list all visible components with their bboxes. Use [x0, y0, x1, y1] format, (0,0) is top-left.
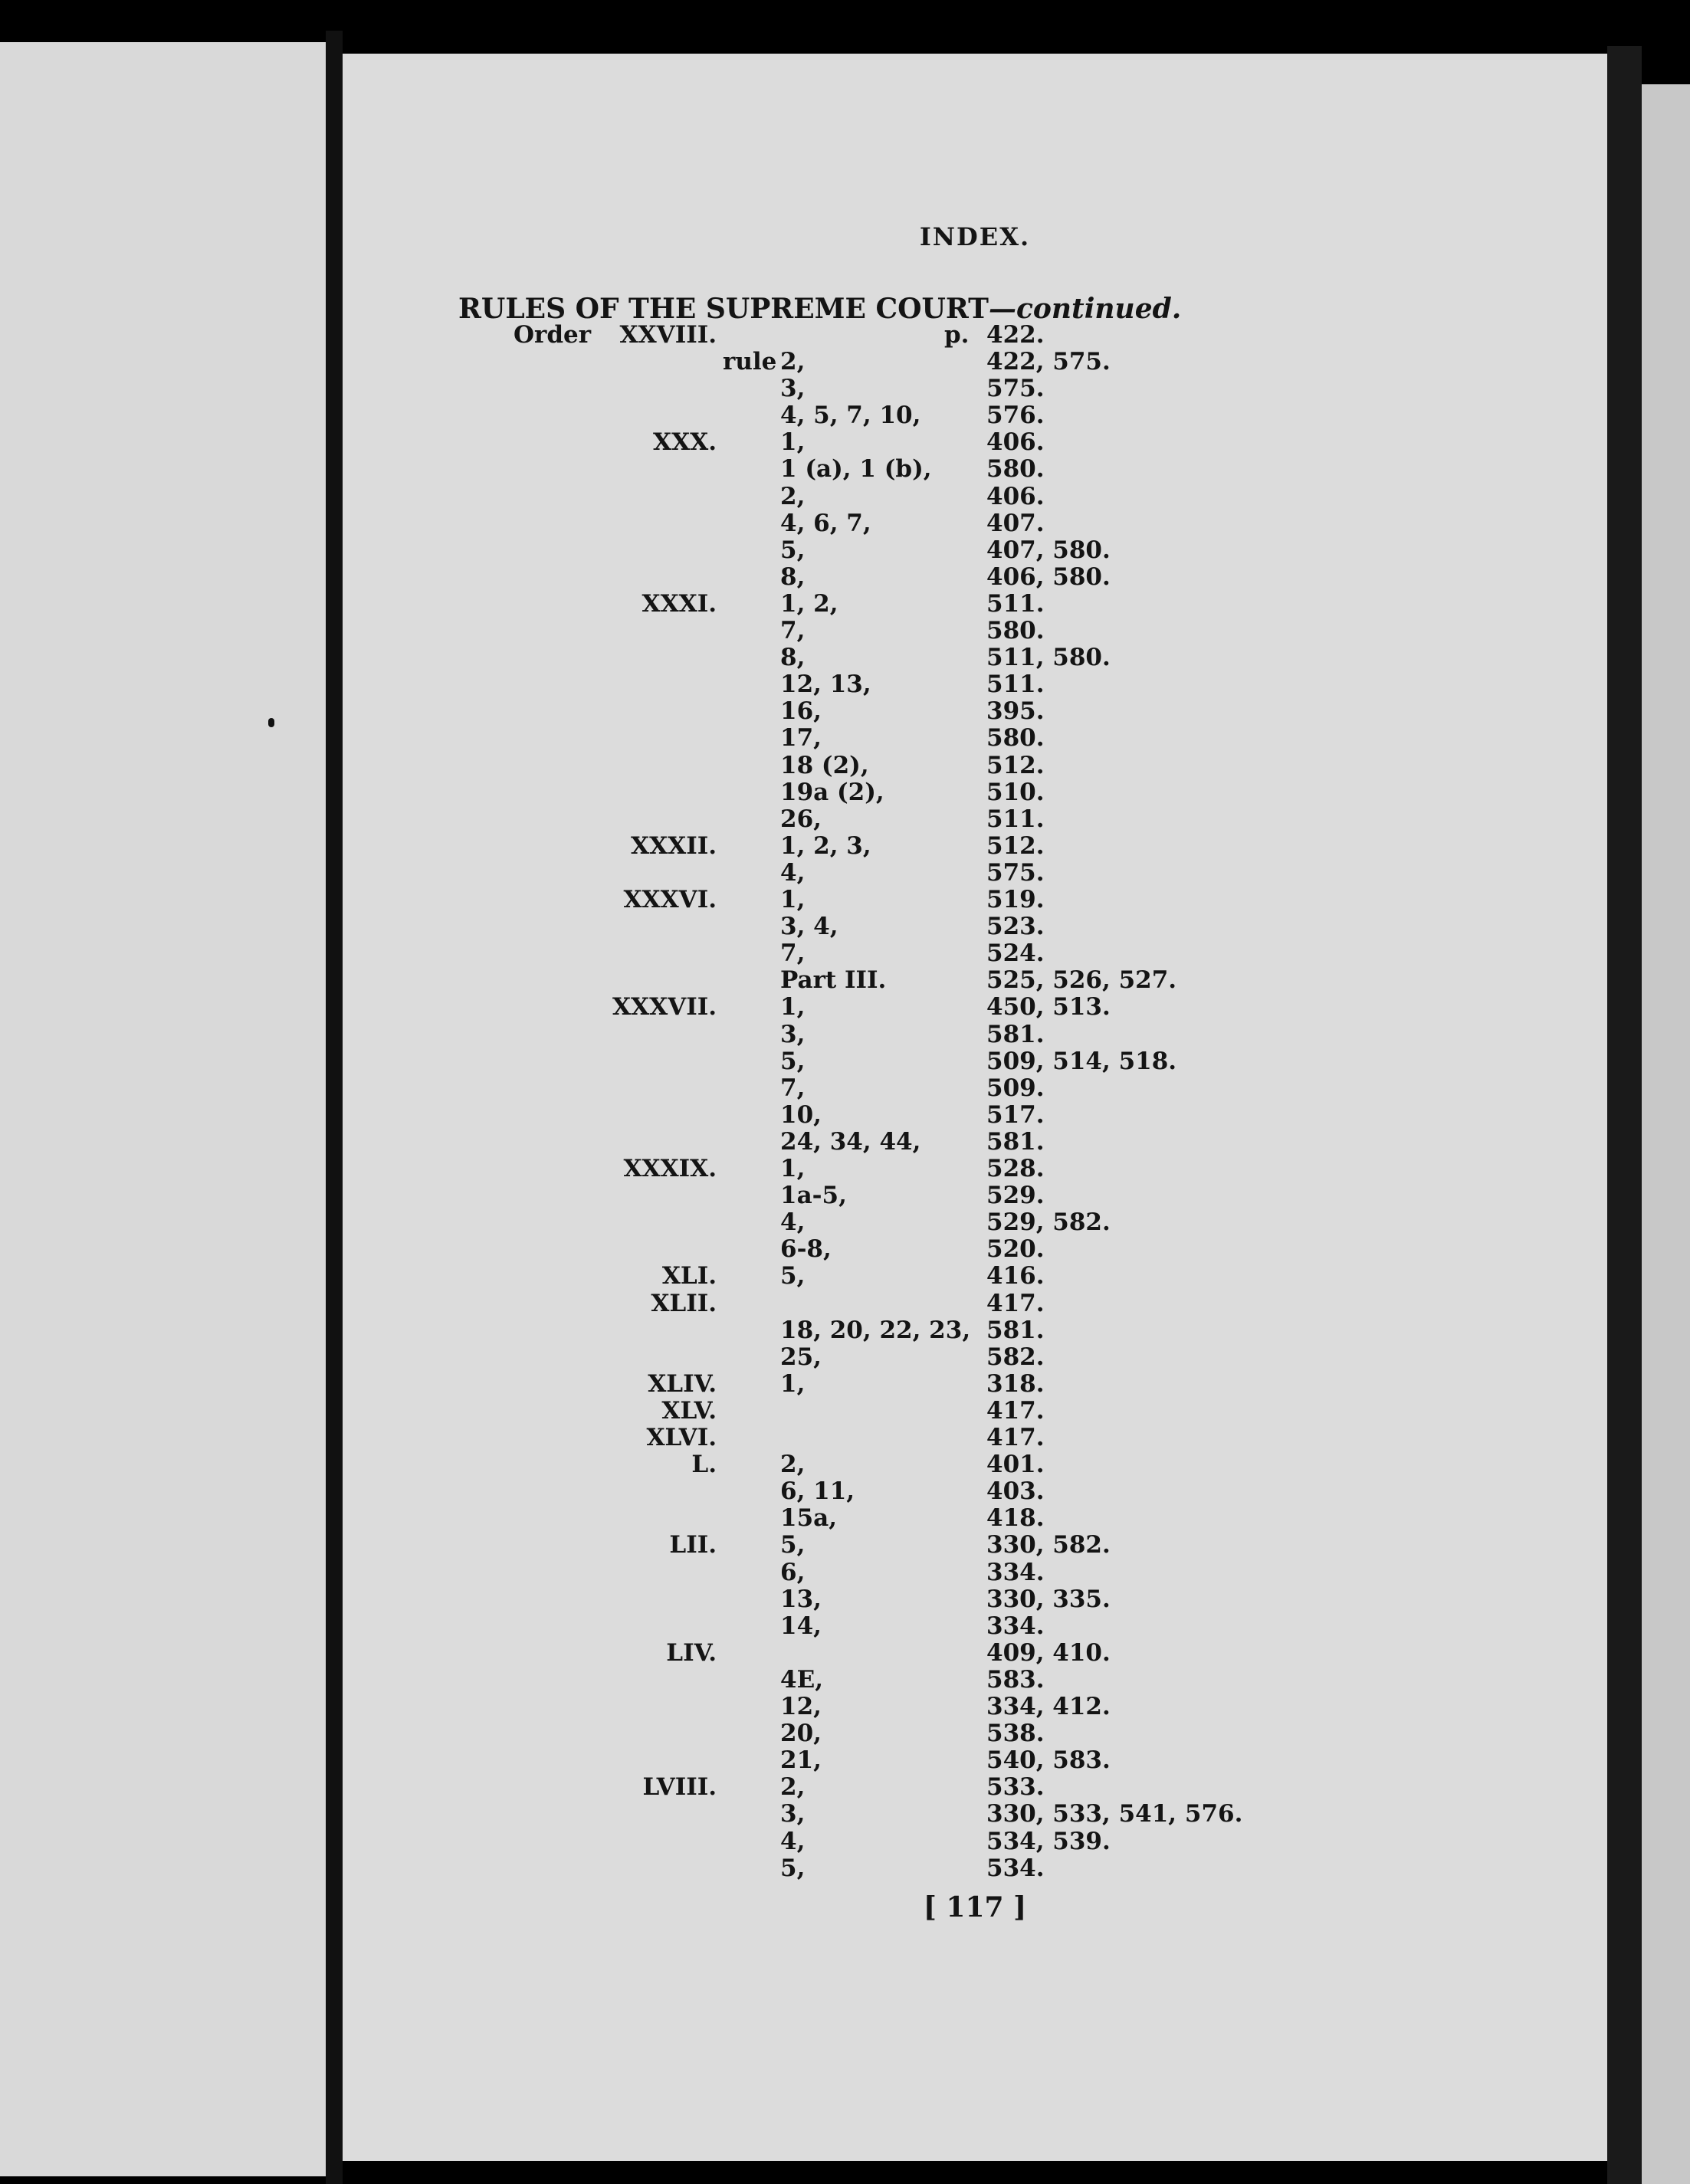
page-refs: 510.	[986, 778, 1045, 806]
index-entry	[0, 1694, 1690, 1720]
rule-number: 1,	[780, 1369, 806, 1398]
rule-number: 13,	[780, 1585, 822, 1613]
index-entry	[0, 456, 1690, 483]
rule-number: 3,	[780, 375, 806, 403]
rule-number: 4, 5, 7, 10,	[780, 402, 921, 430]
rule-number: 4,	[780, 858, 806, 887]
rule-number: 15a,	[780, 1504, 838, 1533]
rule-number: 25,	[780, 1343, 822, 1371]
rule-number: 2,	[780, 1451, 806, 1479]
index-entry	[0, 618, 1690, 644]
rule-number: 1,	[780, 428, 806, 457]
page-refs: 529, 582.	[986, 1208, 1111, 1237]
order-number: XXXVII.	[612, 993, 717, 1021]
rule-number: 21,	[780, 1746, 822, 1775]
index-entry	[0, 1478, 1690, 1505]
order-number: XXXVI.	[623, 886, 717, 913]
order-number: XLVI.	[646, 1424, 717, 1451]
rule-number: 5,	[780, 1854, 806, 1882]
page-refs: 523.	[986, 913, 1045, 941]
page-refs: 582.	[986, 1343, 1045, 1371]
rule-number: 6,	[780, 1558, 806, 1586]
index-entry	[0, 1801, 1690, 1828]
rule-number: 5,	[780, 536, 806, 564]
section-heading	[458, 293, 1181, 325]
page-refs: 520.	[986, 1235, 1045, 1264]
rule-number: 24, 34, 44,	[780, 1127, 921, 1156]
index-entry	[0, 1129, 1690, 1156]
rule-number: 18, 20, 22, 23,	[780, 1316, 971, 1344]
rule-number: 4,	[780, 1827, 806, 1855]
page-refs: 517.	[986, 1100, 1045, 1129]
index-entry	[0, 1855, 1690, 1882]
order-number: XXXII.	[631, 831, 717, 860]
page-refs: 580.	[986, 455, 1045, 484]
rule-number: 1,	[780, 1155, 806, 1182]
page-refs: 529.	[986, 1182, 1045, 1210]
page-refs: 417.	[986, 1289, 1045, 1317]
page-refs: 525, 526, 527.	[986, 966, 1177, 995]
rule-number: 6-8,	[780, 1235, 832, 1264]
index-entry	[0, 1667, 1690, 1694]
rule-number: 8,	[780, 562, 806, 591]
index-entry	[0, 940, 1690, 967]
rule-number: 17,	[780, 724, 822, 753]
index-entry	[0, 1451, 1690, 1478]
rule-number: 3, 4,	[780, 913, 838, 941]
index-entry	[0, 860, 1690, 887]
page-refs: 511.	[986, 805, 1045, 833]
page-refs: 334.	[986, 1612, 1045, 1640]
index-entry	[0, 671, 1690, 698]
index-entry	[0, 1048, 1690, 1075]
index-entry	[0, 1317, 1690, 1344]
rule-number: 1, 2, 3,	[780, 831, 871, 860]
page-refs: 583.	[986, 1665, 1045, 1694]
page-refs: 395.	[986, 697, 1045, 726]
page-refs: 416.	[986, 1262, 1045, 1290]
rule-number: 4E,	[780, 1665, 823, 1694]
page-refs: 330, 582.	[986, 1531, 1111, 1559]
rule-number: 1 (a), 1 (b),	[780, 455, 932, 484]
page-refs: 509, 514, 518.	[986, 1047, 1177, 1075]
index-entry	[0, 1747, 1690, 1774]
rule-number: 20,	[780, 1720, 822, 1748]
order-number: XXXI.	[642, 589, 717, 618]
page-refs: 533.	[986, 1773, 1045, 1802]
page-refs: 512.	[986, 831, 1045, 860]
index-entry	[0, 1398, 1690, 1425]
index-entry	[0, 1290, 1690, 1317]
page-refs: 406, 580.	[986, 562, 1111, 591]
page-refs: 581.	[986, 1316, 1045, 1344]
page-refs: 417.	[986, 1396, 1045, 1425]
index-entry	[0, 967, 1690, 994]
order-number: XLII.	[651, 1289, 717, 1317]
rule-number: 12, 13,	[780, 671, 871, 699]
page-refs: 417.	[986, 1424, 1045, 1451]
rule-number: 5,	[780, 1262, 806, 1290]
index-entry	[0, 698, 1690, 725]
index-entry	[0, 591, 1690, 618]
page-refs: 511.	[986, 589, 1045, 618]
page-refs: 581.	[986, 1020, 1045, 1048]
page-refs: 524.	[986, 940, 1045, 968]
page-refs: 401.	[986, 1451, 1045, 1479]
index-entry	[0, 1425, 1690, 1451]
page-refs: 509.	[986, 1074, 1045, 1102]
page-refs: 422.	[986, 321, 1045, 349]
rule-number: 7,	[780, 1074, 806, 1102]
rule-number: 2,	[780, 482, 806, 510]
rule-number: 19a (2),	[780, 778, 884, 806]
rule-number: 4, 6, 7,	[780, 509, 871, 537]
index-entry	[0, 779, 1690, 806]
page-refs: 407.	[986, 509, 1045, 537]
index-entry	[0, 806, 1690, 833]
page-refs: 334.	[986, 1558, 1045, 1586]
page-refs: 575.	[986, 375, 1045, 403]
order-number: XLIV.	[648, 1369, 717, 1398]
index-entry	[0, 1102, 1690, 1129]
page-refs: 528.	[986, 1155, 1045, 1182]
index-entry	[0, 913, 1690, 940]
page-refs: 534, 539.	[986, 1827, 1111, 1855]
rule-number: 12,	[780, 1693, 822, 1720]
order-number: XXXIX.	[623, 1155, 717, 1182]
order-number: LVIII.	[642, 1773, 717, 1802]
rule-number: 4,	[780, 1208, 806, 1237]
page-refs: 403.	[986, 1477, 1045, 1506]
rule-number: 10,	[780, 1100, 822, 1129]
page-refs: 580.	[986, 724, 1045, 753]
running-head: INDEX.	[919, 222, 1031, 251]
index-entry	[0, 484, 1690, 510]
index-entry	[0, 1559, 1690, 1586]
rule-number: 18 (2),	[780, 751, 869, 779]
index-entry	[0, 1236, 1690, 1263]
page-refs: 540, 583.	[986, 1746, 1111, 1775]
index-entry	[0, 375, 1690, 402]
page-number: [ 117 ]	[923, 1891, 1027, 1923]
index-entry	[0, 1613, 1690, 1640]
index-entry	[0, 1640, 1690, 1667]
index-entry	[0, 1828, 1690, 1855]
index-entry	[0, 564, 1690, 591]
index-entry	[0, 725, 1690, 752]
rule-number: 14,	[780, 1612, 822, 1640]
rule-number: 7,	[780, 940, 806, 968]
rule-number: 5,	[780, 1531, 806, 1559]
index-entry	[0, 1344, 1690, 1371]
index-entry	[0, 349, 1690, 375]
index-entry	[0, 1156, 1690, 1182]
rule-number: 3,	[780, 1020, 806, 1048]
index-entry	[0, 429, 1690, 456]
order-label: Order	[514, 321, 592, 349]
page-refs: 334, 412.	[986, 1693, 1111, 1720]
page-refs: 519.	[986, 886, 1045, 913]
index-entry	[0, 1505, 1690, 1532]
page-refs: 318.	[986, 1369, 1045, 1398]
rule-number: 1, 2,	[780, 589, 838, 618]
rule-number: 26,	[780, 805, 822, 833]
page-refs: 512.	[986, 751, 1045, 779]
index-first-line	[0, 322, 1690, 349]
rule-number: 1,	[780, 993, 806, 1021]
page-refs: 511.	[986, 671, 1045, 699]
index-entry	[0, 1774, 1690, 1801]
page-refs: 406.	[986, 428, 1045, 457]
index-entry	[0, 510, 1690, 537]
index-entry	[0, 833, 1690, 860]
index-entry	[0, 1532, 1690, 1559]
index-entry	[0, 1586, 1690, 1613]
page-refs: 406.	[986, 482, 1045, 510]
index-entry	[0, 1021, 1690, 1048]
order-number: XLV.	[661, 1396, 717, 1425]
rule-number: 6, 11,	[780, 1477, 855, 1506]
page-refs: 450, 513.	[986, 993, 1111, 1021]
order-number: LIV.	[666, 1638, 717, 1667]
page-refs: 581.	[986, 1127, 1045, 1156]
index-entry	[0, 1371, 1690, 1398]
index-entry	[0, 1720, 1690, 1747]
index-entry	[0, 402, 1690, 429]
page-refs: 580.	[986, 617, 1045, 644]
rule-number: 2,	[780, 348, 806, 375]
page-refs: 575.	[986, 858, 1045, 887]
rule-number: 7,	[780, 617, 806, 644]
page-refs: 330, 335.	[986, 1585, 1111, 1613]
index-entry	[0, 1263, 1690, 1290]
order-number: XXVIII.	[619, 321, 717, 349]
index-entry	[0, 994, 1690, 1021]
rule-number: 8,	[780, 644, 806, 672]
rule-number: 5,	[780, 1047, 806, 1075]
index-entry	[0, 887, 1690, 913]
index-entry	[0, 1182, 1690, 1209]
page-refs: 538.	[986, 1720, 1045, 1748]
rule-label: rule	[723, 348, 777, 375]
index-entry	[0, 1209, 1690, 1236]
order-number: XLI.	[661, 1262, 717, 1290]
rule-number: 1a-5,	[780, 1182, 847, 1210]
index-entry	[0, 644, 1690, 671]
index-entry	[0, 1075, 1690, 1102]
page-refs: 330, 533, 541, 576.	[986, 1800, 1243, 1828]
page-refs: 409, 410.	[986, 1638, 1111, 1667]
rule-number: 2,	[780, 1773, 806, 1802]
page-refs: 576.	[986, 402, 1045, 430]
page-refs: 418.	[986, 1504, 1045, 1533]
page-refs: 407, 580.	[986, 536, 1111, 564]
page-refs: 422, 575.	[986, 348, 1111, 375]
index-entry	[0, 753, 1690, 779]
rule-number: Part III.	[780, 966, 887, 995]
section-continued: —continued.	[988, 293, 1182, 325]
order-number: L.	[691, 1451, 717, 1479]
rule-number: 1,	[780, 886, 806, 913]
section-title: RULES OF THE SUPREME COURT	[458, 293, 989, 325]
order-number: XXX.	[653, 428, 717, 457]
rule-number: 3,	[780, 1800, 806, 1828]
index-entry	[0, 537, 1690, 564]
page-refs: 511, 580.	[986, 644, 1111, 672]
order-number: LII.	[669, 1531, 717, 1559]
page-abbrev: p.	[944, 321, 970, 349]
rule-number: 16,	[780, 697, 822, 726]
page-refs: 534.	[986, 1854, 1045, 1882]
